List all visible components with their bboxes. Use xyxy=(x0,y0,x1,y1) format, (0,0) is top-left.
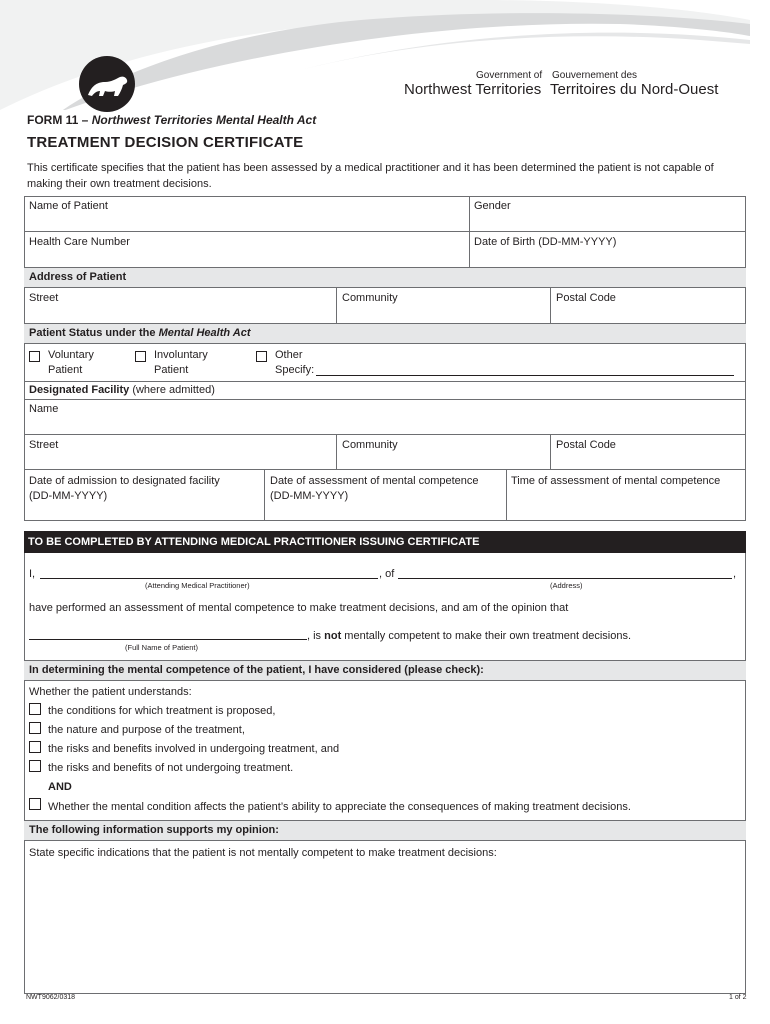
patient-section xyxy=(24,196,746,521)
competence-statement: , is not mentally competent to make their own treatment decisions. xyxy=(307,630,632,642)
assessment-date-label: Date of assessment of mental competence xyxy=(270,475,479,487)
of-label: , of xyxy=(379,568,395,580)
voluntary-label-2: Patient xyxy=(48,364,83,376)
document-title: TREATMENT DECISION CERTIFICATE xyxy=(27,134,304,151)
address-field[interactable] xyxy=(398,578,732,579)
involuntary-label-2: Patient xyxy=(154,364,189,376)
assessment-date-format: (DD-MM-YYYY) xyxy=(270,490,349,502)
designated-facility-heading: Designated Facility (where admitted) xyxy=(29,384,215,396)
understands-label: Whether the patient understands: xyxy=(29,686,192,698)
assessment-time-label: Time of assessment of mental competence xyxy=(511,475,721,487)
assessment-sentence: have performed an assessment of mental competence to make treatment decisions, and am of the opinion that xyxy=(29,602,569,614)
risks-not-undergoing-checkbox[interactable] xyxy=(29,760,41,772)
attending-caption: (Attending Medical Practitioner) xyxy=(145,581,250,590)
conditions-checkbox[interactable] xyxy=(29,703,41,715)
attending-practitioner-field[interactable] xyxy=(40,578,378,579)
admission-date-format: (DD-MM-YYYY) xyxy=(29,490,108,502)
name-of-patient-label: Name of Patient xyxy=(29,200,108,212)
voluntary-label-1: Voluntary xyxy=(48,349,94,361)
full-name-caption: (Full Name of Patient) xyxy=(125,643,198,652)
specify-field[interactable] xyxy=(316,375,734,376)
opinion-heading: The following information supports my opinion: xyxy=(29,824,279,836)
consider-item-3: the risks and benefits involved in undergoing treatment, and xyxy=(48,743,340,755)
gov-fr-name: Territoires du Nord-Ouest xyxy=(550,81,719,98)
facility-postal-code-label: Postal Code xyxy=(556,439,616,451)
date-of-birth-label: Date of Birth (DD-MM-YYYY) xyxy=(474,236,617,248)
and-label: AND xyxy=(48,781,72,793)
consider-item-2: the nature and purpose of the treatment, xyxy=(48,724,245,736)
facility-name-label: Name xyxy=(29,403,59,415)
consider-item-4: the risks and benefits of not undergoing treatment. xyxy=(48,762,294,774)
form-line xyxy=(27,113,316,127)
full-name-field[interactable] xyxy=(29,639,307,640)
specify-label: Specify: xyxy=(275,364,315,376)
facility-community-label: Community xyxy=(342,439,398,451)
address-of-patient-heading: Address of Patient xyxy=(29,271,127,283)
practitioner-band: TO BE COMPLETED BY ATTENDING MEDICAL PRACTITIONER ISSUING CERTIFICATE xyxy=(24,531,746,553)
gender-label: Gender xyxy=(474,200,511,212)
patient-status-heading: Patient Status under the Mental Health Act xyxy=(29,327,251,339)
form-code: NWT9062/0318 xyxy=(26,994,76,1001)
patient-street-label: Street xyxy=(29,292,59,304)
address-caption: (Address) xyxy=(550,581,583,590)
indications-field[interactable] xyxy=(26,862,744,992)
patient-postal-code-label: Postal Code xyxy=(556,292,616,304)
form-number: FORM 11 – xyxy=(27,113,89,127)
patient-community-label: Community xyxy=(342,292,398,304)
other-label: Other xyxy=(275,349,303,361)
voluntary-checkbox[interactable] xyxy=(29,351,40,362)
nature-purpose-checkbox[interactable] xyxy=(29,722,41,734)
mental-condition-label: Whether the mental condition affects the patient’s ability to appreciate the consequences of making treatment decisions. xyxy=(48,801,631,813)
gov-en-small: Government of xyxy=(476,70,543,81)
page-number: 1 of 2 xyxy=(729,994,747,1001)
nwt-polar-bear-logo xyxy=(78,55,136,113)
risks-undergoing-checkbox[interactable] xyxy=(29,741,41,753)
considered-heading: In determining the mental competence of the patient, I have considered (please check): xyxy=(29,664,484,676)
address-comma: , xyxy=(733,568,737,580)
i-label: I, xyxy=(29,568,36,580)
mental-condition-checkbox[interactable] xyxy=(29,798,41,810)
health-care-number-label: Health Care Number xyxy=(29,236,130,248)
consider-item-1: the conditions for which treatment is proposed, xyxy=(48,705,276,717)
facility-street-label: Street xyxy=(29,439,59,451)
indications-label: State specific indications that the patient is not mentally competent to make treatment decisions: xyxy=(29,847,497,859)
other-checkbox[interactable] xyxy=(256,351,267,362)
involuntary-label-1: Involuntary xyxy=(154,349,208,361)
gov-en-name: Northwest Territories xyxy=(404,81,542,98)
admission-date-label: Date of admission to designated facility xyxy=(29,475,220,487)
intro-text: This certificate specifies that the patient has been assessed by a medical practitioner and it has been determined the patient is not capable of making their own treatment decisions. xyxy=(27,162,714,190)
act-name: Northwest Territories Mental Health Act xyxy=(91,113,317,127)
gov-fr-small: Gouvernement des xyxy=(552,70,638,81)
involuntary-checkbox[interactable] xyxy=(135,351,146,362)
